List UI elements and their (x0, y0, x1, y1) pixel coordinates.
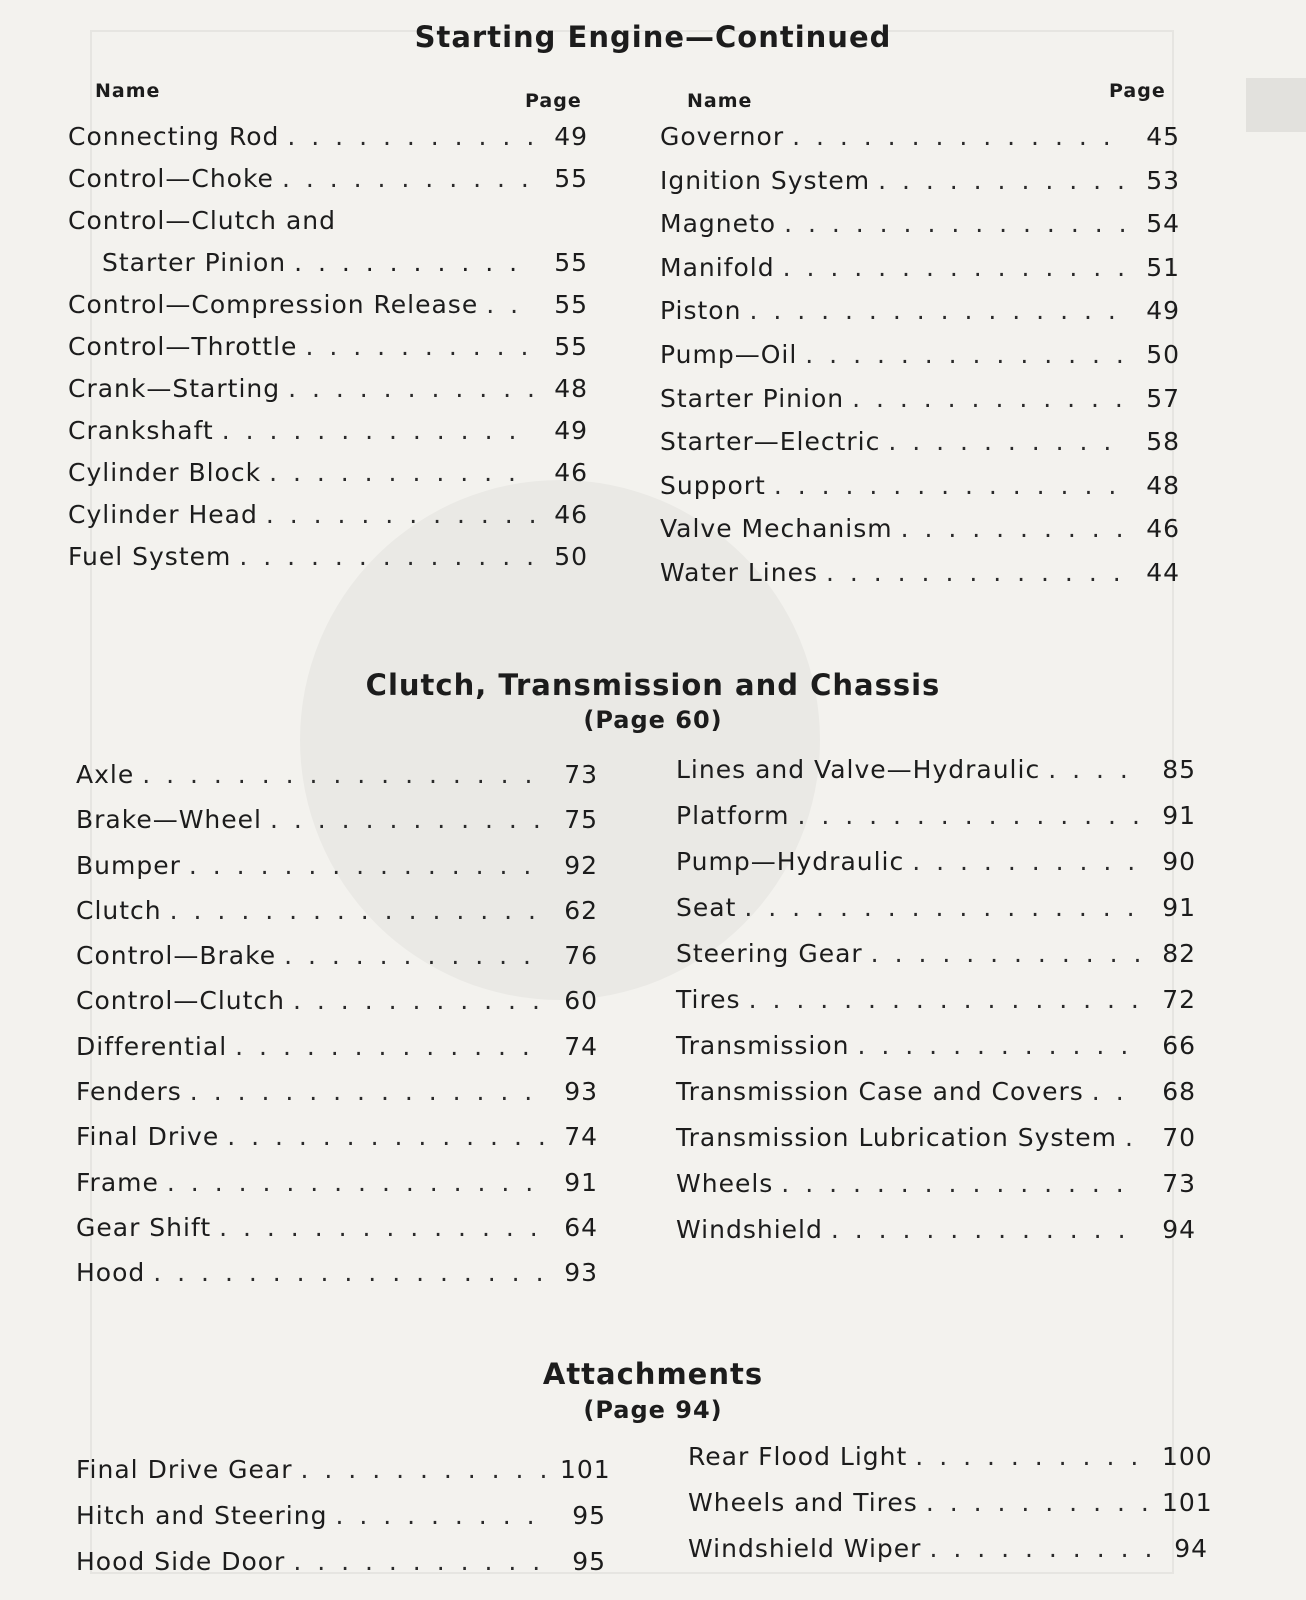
index-entry (76, 1077, 598, 1122)
entry-page: 101 (560, 1455, 611, 1484)
attachments-left-column (76, 1455, 611, 1593)
dot-leader (167, 1168, 544, 1197)
index-entry (676, 893, 1196, 939)
index-entry (76, 851, 598, 896)
entry-name: Fuel System (68, 542, 232, 571)
index-entry (660, 514, 1180, 558)
entry-name: Valve Mechanism (660, 514, 893, 544)
index-entry (76, 941, 598, 986)
entry-name: Water Lines (660, 557, 818, 587)
entry-page: 49 (554, 416, 588, 445)
dot-leader (142, 760, 544, 789)
index-entry (688, 1488, 1213, 1534)
index-entry (68, 500, 588, 542)
entry-name: Crank—Starting (68, 374, 281, 403)
entry-page: 93 (564, 1258, 598, 1288)
entry-name: Control—Brake (76, 941, 277, 971)
index-entry (68, 416, 588, 458)
entry-name: Wheels (676, 1169, 774, 1198)
entry-name: Ignition System (660, 165, 871, 195)
page-tab-mark (1246, 78, 1306, 132)
entry-name: Tires (676, 985, 741, 1014)
dot-leader (784, 209, 1126, 238)
entry-name: Steering Gear (676, 939, 863, 968)
index-entry (676, 755, 1196, 801)
dot-leader (293, 1547, 552, 1576)
entry-page: 101 (1162, 1488, 1213, 1517)
entry-name: Control—Throttle (68, 332, 298, 361)
entry-name: Hood (76, 1258, 146, 1288)
entry-name: Wheels and Tires (688, 1488, 918, 1517)
entry-name: Fenders (76, 1077, 182, 1107)
index-entry (660, 471, 1180, 515)
entry-page: 72 (1162, 985, 1196, 1014)
entry-page: 82 (1162, 939, 1196, 968)
index-entry (76, 986, 598, 1031)
entry-page: 50 (554, 542, 588, 571)
index-entry (660, 122, 1180, 166)
entry-name: Support (660, 470, 766, 500)
index-entry (76, 805, 598, 850)
entry-name-continued: Starter Pinion (102, 248, 287, 277)
dot-leader (749, 985, 1142, 1014)
dot-leader (858, 1031, 1143, 1060)
entry-name: Starter—Electric (660, 427, 881, 457)
starting-engine-right-column (660, 122, 1180, 602)
entry-page: 46 (554, 500, 588, 529)
clutch-left-column (76, 760, 598, 1304)
index-entry (68, 542, 588, 584)
entry-name: Windshield (676, 1215, 823, 1244)
index-entry (660, 166, 1180, 210)
entry-name: Windshield Wiper (688, 1534, 922, 1563)
entry-page: 49 (554, 122, 588, 151)
entry-name: Control—Choke (68, 164, 274, 193)
entry-name: Hitch and Steering (76, 1501, 328, 1530)
entry-name: Control—Clutch (76, 986, 286, 1016)
dot-leader (783, 253, 1126, 282)
entry-name: Transmission Case and Covers (676, 1077, 1084, 1106)
attachments-section-title: Attachments (542, 1357, 764, 1391)
entry-name: Transmission Lubrication System (676, 1123, 1117, 1152)
dot-leader (805, 340, 1126, 369)
dot-leader (227, 1122, 544, 1151)
entry-page: 91 (1162, 801, 1196, 830)
index-entry (68, 290, 588, 332)
right-name-header: Name (687, 90, 753, 112)
entry-name: Brake—Wheel (76, 805, 262, 835)
dot-leader (335, 1501, 552, 1530)
clutch-right-column (676, 755, 1196, 1261)
entry-page: 95 (572, 1547, 606, 1576)
entry-name: Gear Shift (76, 1212, 212, 1242)
index-entry (76, 1501, 606, 1547)
dot-leader (190, 1077, 544, 1106)
entry-name: Magneto (660, 209, 777, 239)
dot-leader (901, 514, 1126, 543)
entry-page: 50 (1146, 339, 1180, 369)
entry-name: Seat (676, 893, 737, 922)
entry-page: 75 (564, 805, 598, 835)
dot-leader (912, 847, 1142, 876)
index-entry (676, 939, 1196, 985)
entry-page: 46 (1146, 514, 1180, 544)
dot-leader (294, 248, 534, 277)
entry-page: 91 (1162, 893, 1196, 922)
dot-leader (774, 471, 1126, 500)
entry-name: Axle (76, 760, 135, 789)
entry-page: 46 (554, 458, 588, 487)
entry-page: 55 (554, 332, 588, 361)
entry-page: 55 (554, 248, 588, 277)
dot-leader (1125, 1123, 1142, 1152)
dot-leader (797, 801, 1142, 830)
entry-name: Platform (676, 801, 790, 830)
entry-page: 48 (1146, 470, 1180, 500)
index-entry (76, 1168, 598, 1213)
dot-leader (288, 374, 534, 403)
index-entry (688, 1534, 1208, 1580)
dot-leader (831, 1215, 1142, 1244)
index-entry (660, 558, 1180, 602)
index-entry (660, 384, 1180, 428)
dot-leader (282, 164, 534, 193)
entry-name: Frame (76, 1167, 159, 1197)
dot-leader (871, 939, 1142, 968)
entry-name: Piston (660, 296, 742, 326)
entry-page: 53 (1146, 165, 1180, 195)
index-entry (660, 209, 1180, 253)
entry-name: Manifold (660, 252, 775, 282)
entry-name: Rear Flood Light (688, 1442, 908, 1471)
index-entry (676, 1123, 1196, 1169)
dot-leader (878, 166, 1126, 195)
entry-name: Clutch (76, 895, 162, 925)
entry-name: Pump—Hydraulic (676, 847, 905, 876)
entry-page: 48 (554, 374, 588, 403)
index-entry (676, 1215, 1196, 1261)
dot-leader (926, 1488, 1154, 1517)
entry-name: Cylinder Head (68, 500, 258, 529)
entry-page: 93 (564, 1077, 598, 1107)
index-entry (688, 1442, 1213, 1488)
index-entry (68, 206, 588, 290)
attachments-section-subtitle: (Page 94) (583, 1396, 723, 1424)
dot-leader (305, 332, 534, 361)
dot-leader (1048, 755, 1142, 784)
left-page-header: Page (525, 90, 582, 112)
entry-name: Control—Compression Release (68, 290, 479, 319)
index-entry (676, 1077, 1196, 1123)
index-entry (660, 253, 1180, 297)
entry-page: 74 (564, 1122, 598, 1152)
dot-leader (781, 1169, 1142, 1198)
entry-name: Lines and Valve—Hydraulic (676, 755, 1041, 784)
entry-name: Bumper (76, 850, 181, 880)
entry-name: Differential (76, 1031, 228, 1061)
index-entry (68, 374, 588, 416)
entry-page: 85 (1162, 755, 1196, 784)
entry-page: 45 (1146, 122, 1180, 151)
entry-page: 92 (564, 850, 598, 880)
clutch-section-title: Clutch, Transmission and Chassis (365, 668, 941, 702)
index-entry (68, 122, 588, 164)
index-entry (676, 985, 1196, 1031)
index-entry (676, 847, 1196, 893)
entry-page: 95 (572, 1501, 606, 1530)
starting-engine-left-column (68, 122, 588, 584)
entry-page: 55 (554, 290, 588, 319)
entry-page: 68 (1162, 1077, 1196, 1106)
dot-leader (792, 122, 1126, 151)
entry-name: Governor (660, 122, 785, 151)
index-entry (676, 1169, 1196, 1215)
dot-leader (270, 805, 544, 834)
index-entry (76, 760, 598, 805)
dot-leader (888, 427, 1126, 456)
right-page-header: Page (1109, 80, 1166, 102)
starting-engine-title: Starting Engine—Continued (414, 20, 892, 54)
index-entry (76, 1258, 598, 1303)
dot-leader (239, 542, 534, 571)
dot-leader (293, 986, 544, 1015)
entry-page: 94 (1162, 1215, 1196, 1244)
index-entry (76, 1455, 611, 1501)
entry-name: Pump—Oil (660, 339, 798, 369)
dot-leader (170, 896, 544, 925)
entry-page: 94 (1174, 1534, 1208, 1563)
index-entry (676, 1031, 1196, 1077)
entry-page: 51 (1146, 252, 1180, 282)
dot-leader (235, 1032, 544, 1061)
entry-name: Connecting Rod (68, 122, 280, 151)
entry-page: 54 (1146, 209, 1180, 239)
index-entry (68, 458, 588, 500)
dot-leader (189, 851, 544, 880)
index-entry (76, 1032, 598, 1077)
entry-page: 73 (1162, 1169, 1196, 1198)
dot-leader (852, 384, 1126, 413)
clutch-section-subtitle: (Page 60) (583, 706, 723, 734)
dot-leader (915, 1442, 1154, 1471)
entry-page: 91 (564, 1167, 598, 1197)
entry-name: Crankshaft (68, 416, 214, 445)
index-entry (76, 1213, 598, 1258)
entry-page: 70 (1162, 1123, 1196, 1152)
entry-name: Final Drive Gear (76, 1455, 293, 1484)
dot-leader (929, 1534, 1154, 1563)
entry-page: 60 (564, 986, 598, 1016)
entry-page: 74 (564, 1031, 598, 1061)
entry-name: Transmission (676, 1031, 850, 1060)
index-entry (76, 1547, 606, 1593)
entry-name: Final Drive (76, 1122, 220, 1152)
entry-page: 58 (1146, 427, 1180, 457)
entry-name: Cylinder Block (68, 458, 262, 487)
dot-leader (287, 122, 534, 151)
attachments-right-column (688, 1442, 1213, 1580)
index-entry (660, 296, 1180, 340)
entry-page: 55 (554, 164, 588, 193)
entry-page: 66 (1162, 1031, 1196, 1060)
index-entry (76, 896, 598, 941)
dot-leader (153, 1258, 544, 1287)
entry-page: 62 (564, 895, 598, 925)
entry-name: Starter Pinion (660, 383, 845, 413)
index-entry (68, 332, 588, 374)
dot-leader (266, 500, 534, 529)
dot-leader (301, 1455, 552, 1484)
entry-page: 100 (1162, 1442, 1213, 1471)
dot-leader (749, 296, 1126, 325)
entry-page: 44 (1146, 557, 1180, 587)
dot-leader (222, 416, 534, 445)
entry-page: 64 (564, 1212, 598, 1242)
index-entry (660, 340, 1180, 384)
index-entry (68, 164, 588, 206)
dot-leader (744, 893, 1142, 922)
index-entry (676, 801, 1196, 847)
index-entry (660, 427, 1180, 471)
dot-leader (219, 1213, 544, 1242)
entry-page: 90 (1162, 847, 1196, 876)
dot-leader (826, 558, 1126, 587)
entry-name: Control—Clutch and (68, 206, 336, 235)
entry-page: 76 (564, 941, 598, 971)
dot-leader (486, 290, 534, 319)
dot-leader (1092, 1077, 1142, 1106)
entry-page: 49 (1146, 296, 1180, 326)
entry-name: Hood Side Door (76, 1547, 286, 1576)
left-name-header: Name (95, 80, 161, 102)
dot-leader (269, 458, 534, 487)
entry-page: 57 (1146, 383, 1180, 413)
index-entry (76, 1122, 598, 1167)
entry-page: 73 (564, 760, 598, 789)
dot-leader (284, 941, 544, 970)
